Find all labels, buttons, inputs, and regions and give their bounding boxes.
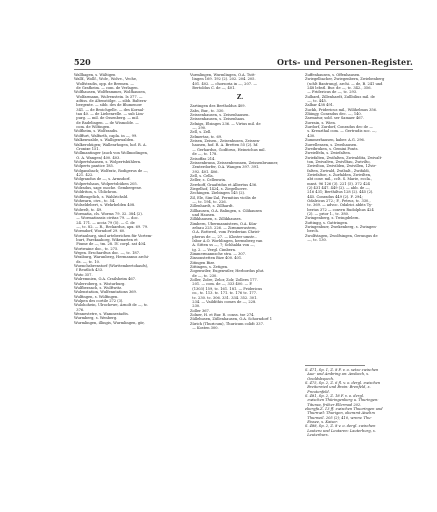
index-entry: berius 372 — convrn Rudolphus 424 — [305, 207, 374, 212]
index-entry: Zolner, H. et Bur. R. conss. tse 274. — [190, 312, 255, 317]
addenda-note: Thurnwil: Thurigen, oberamt Aisehm — [305, 411, 375, 416]
index-entry: Zeisoffas 214. — [190, 156, 216, 161]
index-entry: Zwiefalten, Zwifalten, Zwivaldita, Zwivalt- — [305, 155, 383, 160]
index-entry: tc. 230. tc. 306. 331. 334. 352. 301. — [190, 295, 258, 300]
index-entry: Wortauburg, sind arteberichen für Vortem- — [74, 233, 153, 238]
index-entry: adtiss. de Altenstölge. — sibb. Baltern- — [74, 99, 148, 104]
index-column-right — [305, 73, 411, 242]
page-number: 520 — [74, 57, 91, 67]
index-entry: —, 290. — [190, 126, 207, 131]
index-entry: Walkerohügen; Wallenrhogen, hof. R. A. — [74, 142, 147, 147]
addenda-note: Lauteru und Leutaren: Lauterburg, s. — [305, 428, 376, 433]
index-entry: de —, tc. 178. — [190, 152, 218, 157]
index-entry: ton, Zwivaltvn, Zwivlltau, Zwivilto, — [305, 159, 371, 164]
index-entry: 430. — [305, 133, 316, 138]
addenda-note: S. 488, Sp. 2, Z. 8 v. o. dergl. zwischen — [305, 424, 376, 429]
index-entry: Wulerroberg, s. Wisturburg. — [74, 281, 126, 286]
index-entry: Wuenchsbrenstorf (Württembertohaufs), — [74, 264, 149, 269]
index-entry: Zell, s. Zell. — [190, 130, 212, 135]
index-entry: Zoller, Zolre, Zelor, Zolr, Zollern 177. — [190, 278, 258, 283]
index-entry: — Gerhardus, Godforus, Heinrichus mil. — [190, 147, 266, 152]
index-entry: Zwiegelbacher, Zwiegenbern, Zwiebenberg — [305, 77, 385, 82]
index-entry: 401. 402. — chorsoria in —, 207. — — [190, 81, 257, 86]
index-entry: Zil, Ele, Sim-Zal, Fermitius vicilis de — [190, 195, 257, 200]
index-entry: Zogenwiler, Eugenwiler, Herbordus plut. — [190, 269, 265, 274]
index-entry: (2). — prior 1., tc. 380. — [305, 212, 350, 216]
index-entry: ds. —, tc. 10. — [74, 259, 101, 264]
index-entry: pherus de —, 27. — Kloster umstr... — [190, 234, 258, 239]
index-entry: co., tc. 113. tc. 171. tc. 176 tc. 177. — [190, 291, 258, 296]
index-entry: —, tc. 130. — [305, 238, 327, 243]
index-entry: Zelmertas, tc. 69. — [190, 134, 223, 139]
index-entry: Wulremnien, O.A. Crailsheim 467. — [74, 277, 137, 282]
index-entry: Wrgen. Erschardtus doc. —, tc. 187. — [74, 251, 141, 256]
index-entry: tau 40. — de Liebenrelle. — sub Lim- — [74, 112, 144, 117]
index-entry: Zartingen des Bertholdus 409. — [190, 104, 246, 109]
index-entry: Zummerhausen, kaber. A.G. 296. — [305, 138, 365, 143]
addenda-notes — [305, 368, 411, 438]
index-entry: Walkenwalde, s. Walligenwalden. — [74, 138, 135, 143]
index-entry: Zuffenhausen, s. Offenhausen. — [305, 73, 361, 77]
index-entry: 341. — de Broichgelle. — des Kornal- — [74, 107, 145, 112]
index-entry: Vurmlingen, Wurmlingen, O.A. Tutt- — [190, 73, 256, 77]
index-entry: Zuvrain, s. Wien. — [305, 120, 336, 125]
index-entry: Wulfingen, s. Wülfingen. — [74, 294, 119, 299]
index-entry: abt conv. mil., cclt. S. Marie, eccla., — [305, 177, 373, 182]
index-entry: Wortwaine doc., tc. 275. — [74, 246, 119, 251]
index-entry: — Wormatinssis civitas 79. — doc. — [74, 216, 139, 221]
index-entry: Wolgansbach; Wolfratz, Rodigerus de —, — [74, 168, 149, 173]
index-entry: —, tc. 194, tc. 226. — [190, 199, 227, 204]
index-entry: hausen, hof. R. A. Bretten 55 (2). hf. — [190, 143, 259, 148]
index-entry: de —, tc. 230. — [190, 273, 218, 278]
addenda-note: Leuterburs. — [305, 433, 329, 438]
index-entry: Zwingenberg, s. Twingdelern. — [305, 216, 360, 221]
index-entry: —, tc. 82. — R., Rrckardus, apx. 69. 79. — [74, 225, 149, 230]
addenda-note: Eissee, s. Kaiser. — [305, 420, 338, 425]
index-entry: Wolradus, sagr. moche. Gembergene. — [74, 185, 143, 190]
page-header — [74, 57, 413, 70]
index-column-left — [74, 73, 174, 325]
index-entry: Wraiburg, Warunberg, Hermannus archi- — [74, 255, 150, 260]
index-entry: (schlt Bantrung), archi. — de, B. 241 und — [305, 81, 383, 86]
index-entry: Wohwarn, civs., tc. 54. — [74, 198, 116, 203]
addenda-note: Tituraa, früher Ellermad 202. — [305, 402, 362, 407]
index-entry: Wolffurt, Walfurth, capla. in —, 99. — [74, 133, 138, 138]
index-entry: Odalricus 272.; F., Petrus, tc. 330., — [305, 198, 371, 203]
index-entry: 445. Conradus 449 (2). F. 294; — [305, 194, 363, 199]
index-entry: zelsau 225. 226. — Zirmmerastern, — [190, 226, 257, 230]
index-entry: Zabs, Bur., tc. 330. — [190, 108, 225, 113]
index-entry: burt, Farekaahorg, Wikenarten et — [74, 238, 138, 243]
index-entries-z — [190, 104, 290, 330]
index-entry: Zeller, s. Cellenwin. — [190, 178, 227, 183]
index-entry: Wolseldebert, s. Wehrbelden 408. — [74, 203, 136, 208]
addenda-note: zwischen Thüringenberg u. Thuringen: — [305, 398, 379, 403]
index-entry: Wuto 357. — [74, 272, 93, 277]
index-entry: O.A. Rottweil, vom Friederian Christ- — [190, 230, 261, 235]
index-entry: Wolfheim, s. Wolfrandis. — [74, 129, 119, 134]
index-entry: mnst. 96 126 (3). 221 (5). 372 424 — [305, 181, 370, 186]
index-entry: berch. — [305, 229, 319, 234]
index-entry: Wolfstradis, opp. de Bremen. — — [74, 81, 134, 86]
index-entry: Zitingen Bize. — [190, 260, 216, 265]
index-entry: Zoller 367. — [190, 308, 210, 313]
index-entry: Zillhausen, O.A. Balingen, s. Cilihausen — [190, 208, 262, 213]
index-entry: Wulpen des cortile 272 (3). — [74, 298, 124, 303]
index-entry: ig. 2. — Vergl. Cimbern. — [190, 247, 237, 252]
index-entry: com. de Wiltingen. — [74, 125, 111, 130]
index-entry: Zell, s. Cella. — [190, 173, 214, 178]
index-entry: — Kosten 300. — [190, 325, 219, 330]
addenda-note: ebergfa.Z. 13 ff. zwischen Thuoringen und — [305, 407, 383, 412]
index-entry: Zarmatur, sold. ser Samaer 467. — [305, 116, 364, 121]
index-entry: Zeissenhausen, s. Zeisenhaus. — [190, 117, 246, 122]
index-entry: Wurmberg, s. Wenberg. — [74, 316, 118, 321]
index-entry: Zillenhardt, s. Zillhardt. — [190, 204, 234, 209]
index-entry: Wulfberanch, s. Wulftwitz. — [74, 285, 123, 290]
index-entry: Züllehusen, Züllenhausen, O.A. Schorndorf 1 — [190, 317, 273, 322]
index-entry: Zerrhoff, Graafridus et Albertus 436. — [190, 182, 258, 187]
index-entry: Zuckh, Fridericus mil., Wilihelmus 356. — [305, 107, 378, 112]
index-entry: tc. 369. — advoc. Odalrici abbts Ty- — [305, 203, 373, 208]
index-entry: Zwivilton, Zwivilden, Zwivillen, 1Zvir- — [305, 164, 377, 169]
index-entry: falten, Zwivald, Zwibalt., Zwifaldi, — [305, 168, 370, 173]
index-entry: Ziegelhof, 1424, s. Ziegelhovre. — [190, 186, 248, 191]
index-entry: Zulbard, Zillenhardt, Zullbilius mil. de — [305, 94, 375, 99]
index-entry: Zeisen, Zeisen., Zeisenhusen, Zeissen- — [190, 139, 261, 144]
index-entry: Zimmermannsche stra. — 307. — [190, 252, 247, 257]
section-letter: Z. — [236, 94, 244, 102]
index-entry: de Radelingen. — de Wismolde. — — [74, 120, 139, 125]
index-entry: Zwolfstagen, Zwolfsingen, Gerungus de — [305, 233, 378, 238]
index-entry: bergente. — sibb. des de Blumenow — [74, 103, 142, 108]
index-entry: Zurdorf, Zurdorf, Conradus dec de — — [305, 125, 373, 130]
index-entry: 392. 401. 406. — [190, 169, 219, 174]
index-entry: f Reutlich 433. — [74, 268, 104, 273]
index-entry: Wennestetre, s. Wamnestadts. — [74, 311, 129, 316]
index-entry: 24. 171. — accia 79 (5). — C. de — [74, 220, 135, 225]
index-entry: purg. — mil. de Ossenberg. — mil. — [74, 116, 139, 121]
addenda-note: S. 471, Sp. 1, Z. 8 F. v. o. setze zwischen — [305, 368, 379, 372]
index-entry: Zweibruken, s. Gemini Ponts. — [305, 146, 359, 151]
addenda-note: S. 475, Sp. 2, Z. 6 fl. v. o. dergl. zwischen — [305, 381, 381, 386]
index-entry: Zelnigs, Elsinges 236. — Virtus mil. de — [190, 121, 261, 126]
index-entry: Fiume de —, tm. 28. IV. corpl. sat 404. — [74, 242, 147, 247]
index-entry: Wolfarmann, Wulvenstein. Is 377. — — [74, 94, 143, 99]
index-entry: O. A. Wangen) 400. 403. — [74, 155, 121, 160]
index-entry: lingen 169. 192 (2). 202. 204. 205. — [190, 77, 256, 82]
index-entry: Woldriton, s. Ublichron. — [74, 190, 118, 195]
index-entry: Wormatia, cls. Worms 79. 32. 384 (2). — [74, 212, 143, 216]
index-entry: Zinsonstetten Bize 400. 401. — [190, 256, 243, 261]
index-entry: Isbor A.O. Worblingen, hermsberg van — [190, 239, 263, 244]
index-entry: Wallf., Wollf., Wolv., Wolve., Veche, — [74, 77, 138, 82]
index-entry: 216 431; Berthiltus 128 (2). 445 (2). — [305, 190, 374, 195]
index-entry: Zwingenburr, Zwekenberg, s. Zwingen- — [305, 225, 377, 230]
index-entry: Wolperts pantice 185. — [74, 164, 114, 169]
index-entry: Zwiefaltoe, s. Zurfalden, Zwivilten, — [305, 172, 372, 177]
index-entry: 201. — com. de —, 333 400. — F. — [190, 282, 253, 287]
index-entry: 421. 422. — [74, 172, 94, 177]
index-column-middle — [190, 73, 290, 330]
addenda-note: Aue- und Ambring an: Ansbach, s. — [305, 372, 370, 377]
index-entry: —, tc. 445. — [305, 99, 327, 104]
index-entry: 248 lebstl. Bur. de —, tc. 342., 356. — [305, 86, 372, 91]
index-entry: Wormdorf, Worndorf 29. 60. — [74, 229, 126, 234]
addenda-note: Preutenfeld. — [305, 389, 330, 394]
index-continuation — [190, 73, 290, 90]
index-entry: Wolfhausen, Wolfframmes, Wolfhausen, — [74, 90, 146, 95]
index-entry: Wollmantinger (auch von Wollmodingen, — [74, 151, 149, 156]
index-entry: Wolgrandus de —, s. Armsdorf. — [74, 177, 131, 182]
index-entry: de Grafheim. — com. de Verlagen. — [74, 86, 139, 91]
index-entry: Zechingen. Ziebingen 145 (2). — [190, 191, 246, 196]
index-entry: Cronixe 151. — [74, 146, 100, 151]
index-entry: Zillikhausen, s. Zillikhauses. — [190, 217, 242, 222]
index-entry: Wolfbragelich, s. Wahlrichsld. — [74, 194, 129, 199]
index-entry: Wulenstation, Wulfenntations 369. — [74, 290, 137, 295]
addenda-note: Breitenried und Brain: Brenfeld, s. — [305, 385, 371, 390]
index-entry: — Fridericus de —, tc. 293. — [305, 90, 358, 95]
addenda-note: Thurweil. 205 (2); 410, wrenv. Thu- — [305, 415, 372, 420]
index-entry: 234. — Vaildithis comes de —, 228. — [190, 299, 257, 304]
page-title: Orts- und Personen-Register. — [276, 57, 413, 67]
index-entry: Zuttingg, s. Gattringen. — [305, 220, 349, 225]
index-entry: (2) 431 447. 449 (2). — abb. de —, — [305, 185, 371, 190]
index-entry: Zeissenhausen, s. Zeisenhausen. — [190, 113, 250, 118]
index-entry: Wolpertshaus, Wolpertsbühen 205. — [74, 181, 138, 186]
index-entry: Zittingen, s. Zetigen. — [190, 265, 229, 270]
index-entry: Zalbar 438 491. — [305, 103, 335, 108]
index-entry: Zweielfeln, s. Zwiefalten. — [305, 151, 351, 156]
index-entry: und Hausen. — [190, 212, 216, 217]
index-entry: 376. — [74, 307, 85, 312]
addenda-note: S. 481, Sp. 2, Z. 18 F. v. o. dergl. — [305, 394, 365, 399]
index-entry: Wurmlingen, illingis, Wurmlingen, gör, — [74, 320, 145, 325]
index-entry: Zimbern, Ubermannistern, O.A. Kün- — [190, 221, 258, 226]
index-entry: Zuwellensen, s. Zweihausen. — [305, 142, 358, 147]
index-entry: s. Kreuzthal com. — Gertrudis soc. —, — [305, 129, 377, 134]
addenda-note: Onoldsbspech. — [305, 376, 335, 381]
index-entry: Zlüingy, Conradus dec. —, 140. — [305, 112, 362, 117]
index-entry: A. Sitten ss —, 7; Schhalda von —, — [190, 243, 255, 248]
index-entry: Wolwelt, tc. 49. — [74, 207, 103, 212]
index-entry: Zürich (Thuricum), Thuricum colidt 337. — [190, 321, 265, 326]
addenda-divider — [305, 365, 365, 366]
index-entry: 230. — [190, 304, 201, 309]
index-entry: Zeissenbrunn, Zeissenbronnen, Zeissenbrunner, — [190, 160, 279, 165]
index-entry: Wallhagen, s. Wältigen — [74, 73, 116, 77]
index-entry: (1303) 159, tc. 161. 181. — Fridericus — [190, 286, 263, 291]
index-entry: Zenterdorfer, O.A. Wangen 397. 391. — [190, 165, 260, 170]
index-entry: Bertoldus C. de —, 401. — [190, 86, 236, 91]
index-entry: Wolpertshausen, s. Wolpertsbühlern. — [74, 159, 142, 164]
index-entry: Wulohohein, Ulrochewe, Arnolt de —, tc. — [74, 303, 149, 308]
